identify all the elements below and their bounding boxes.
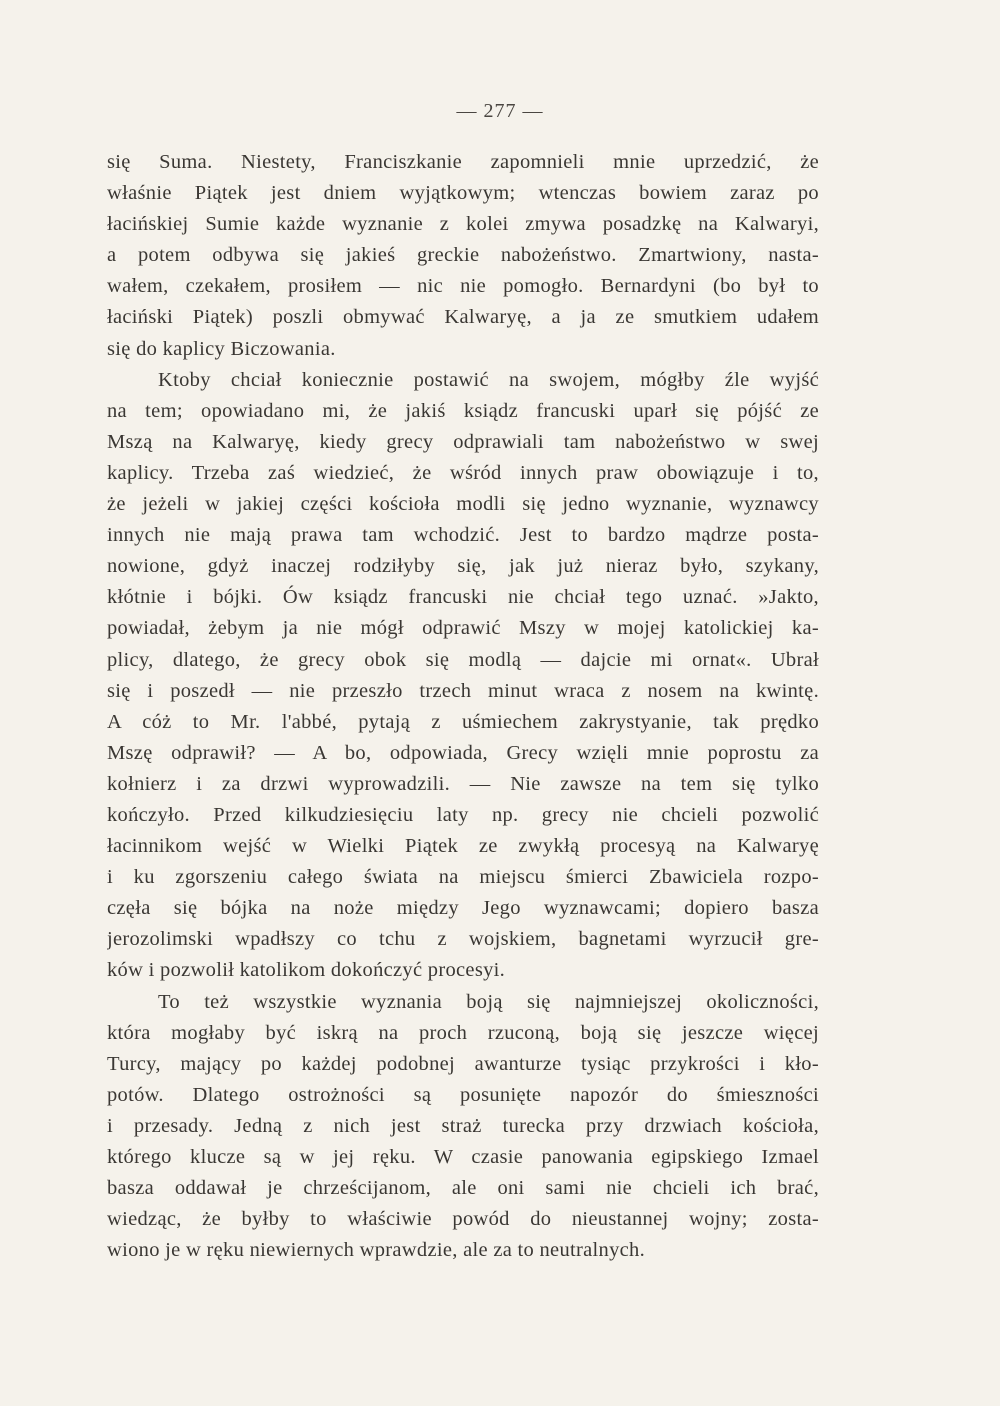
text-line: basza oddawał je chrześcijanom, ale oni sami nie chcieli ich brać, bbox=[107, 1177, 819, 1200]
text-line: jerozolimski wpadłszy co tchu z wojskiem, bagnetami wyrzucił gre- bbox=[107, 928, 819, 951]
text-line: Ktoby chciał koniecznie postawić na swojem, mógłby źle wyjść bbox=[158, 368, 819, 391]
text-line: kaplicy. Trzeba zaś wiedzieć, że wśród innych praw obowiązuje i to, bbox=[107, 461, 819, 484]
text-line: się Suma. Niestety, Franciszkanie zapomnieli mnie uprzedzić, że bbox=[107, 151, 819, 173]
text-line: potów. Dlatego ostrożności są posunięte napozór do śmieszności bbox=[107, 1083, 819, 1106]
text-line: a potem odbywa się jakieś greckie nabożeństwo. Zmartwiony, nasta- bbox=[107, 244, 819, 267]
text-line: kończyło. Przed kilkudziesięciu laty np. grecy nie chcieli pozwolić bbox=[107, 803, 819, 826]
text-line: Mszę odprawił? — A bo, odpowiada, Grecy wzięli mnie poprostu za bbox=[107, 741, 819, 764]
page-number: — 277 — bbox=[456, 100, 544, 122]
text-line: częła się bójka na noże między Jego wyznawcami; dopiero basza bbox=[107, 897, 819, 920]
text-line: na tem; opowiadano mi, że jakiś ksiądz francuski uparł się pójść ze bbox=[107, 399, 819, 422]
text-line: A cóż to Mr. l'abbé, pytają z uśmiechem zakrystyanie, tak prędko bbox=[107, 710, 819, 733]
text-line: się i poszedł — nie przeszło trzech minut wraca z nosem na kwintę. bbox=[107, 679, 819, 702]
body-text bbox=[107, 147, 819, 1266]
text-line: Turcy, mający po każdej podobnej awanturze tysiąc przykrości i kło- bbox=[107, 1052, 819, 1075]
text-line: łaciński Piątek) poszli obmywać Kalwaryę, a ja ze smutkiem udałem bbox=[107, 306, 819, 329]
text-line: wiono je w ręku niewiernych wprawdzie, ale za to neutralnych. bbox=[107, 1239, 645, 1262]
text-line: powiadał, żebym ja nie mógł odprawić Mszy w mojej katolickiej ka- bbox=[107, 617, 819, 640]
text-line: wałem, czekałem, prosiłem — nic nie pomogło. Bernardyni (bo był to bbox=[107, 275, 819, 298]
text-line: łacińskiej Sumie każde wyznanie z kolei zmywa posadzkę na Kalwaryi, bbox=[107, 213, 819, 236]
text-line: innych nie mają prawa tam wchodzić. Jest to bardzo mądrze posta- bbox=[107, 524, 819, 547]
text-line: właśnie Piątek jest dniem wyjątkowym; wtenczas bowiem zaraz po bbox=[107, 182, 819, 205]
text-line: że jeżeli w jakiej części kościoła modli się jedno wyznanie, wyznawcy bbox=[107, 493, 819, 516]
text-line: która mogłaby być iskrą na proch rzuconą, boją się jeszcze więcej bbox=[107, 1021, 819, 1044]
text-line: To też wszystkie wyznania boją się najmniejszej okoliczności, bbox=[158, 990, 819, 1013]
text-line: Mszą na Kalwaryę, kiedy grecy odprawiali tam nabożeństwo w swej bbox=[107, 430, 819, 453]
text-line: kłótnie i bójki. Ów ksiądz francuski nie chciał tego uznać. »Jakto, bbox=[107, 586, 819, 609]
text-line: kołnierz i za drzwi wyprowadzili. — Nie zawsze na tem się tylko bbox=[107, 772, 819, 795]
text-line: ków i pozwolił katolikom dokończyć procesyi. bbox=[107, 959, 506, 982]
text-line: którego klucze są w jej ręku. W czasie panowania egipskiego Izmael bbox=[107, 1146, 819, 1168]
text-line: się do kaplicy Biczowania. bbox=[107, 337, 336, 360]
text-line: plicy, dlatego, że grecy obok się modlą — dajcie mi ornat«. Ubrał bbox=[107, 648, 819, 671]
text-line: i ku zgorszeniu całego świata na miejscu śmierci Zbawiciela rozpo- bbox=[107, 866, 819, 889]
text-line: i przesady. Jedną z nich jest straż turecka przy drzwiach kościoła, bbox=[107, 1114, 819, 1137]
text-line: wiedząc, że byłby to właściwie powód do nieustannej wojny; zosta- bbox=[107, 1208, 819, 1231]
text-line: nowione, gdyż inaczej rodziłyby się, jak już nieraz było, szykany, bbox=[107, 555, 819, 578]
text-line: łacinnikom wejść w Wielki Piątek ze zwykłą procesyą na Kalwaryę bbox=[107, 835, 819, 858]
